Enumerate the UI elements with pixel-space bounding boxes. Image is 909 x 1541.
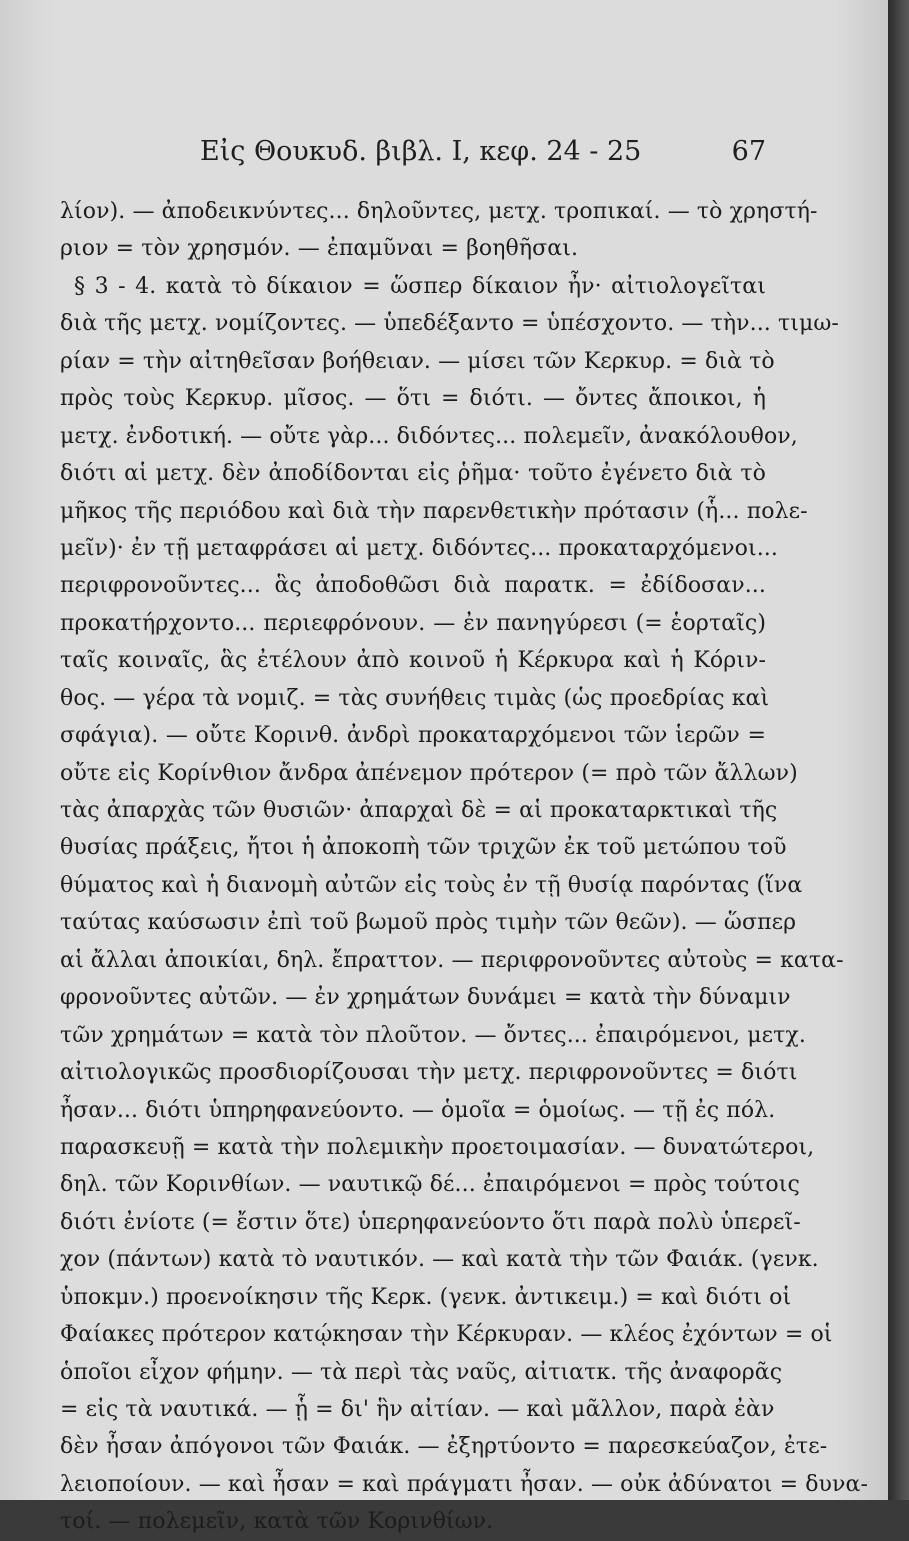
- text-line: ταῖς κοιναῖς, ἃς ἐτέλουν ἀπὸ κοινοῦ ἡ Κέρκυρα καὶ ἡ Κόριν-: [60, 648, 766, 674]
- running-title: Εἰς Θουκυδ. βιβλ. Ι, κεφ. 24 - 25: [200, 136, 642, 167]
- text-line: διότι αἱ μετχ. δὲν ἀποδίδονται εἰς ῥῆμα· τοῦτο ἐγένετο διὰ τὸ: [60, 461, 766, 487]
- text-line: πρὸς τοὺς Κερκυρ. μῖσος. — ὅτι = διότι. — ὄντες ἄποικοι, ἡ: [60, 386, 766, 412]
- text-line: διότι ἐνίοτε (= ἔστιν ὅτε) ὑπερηφανεύοντο ὅτι παρὰ πολὺ ὑπερεῖ-: [60, 1209, 801, 1235]
- text-line: τῶν χρημάτων = κατὰ τὸν πλοῦτον. — ὄντες... ἐπαιρόμενοι, μετχ.: [60, 1022, 806, 1048]
- text-line: μετχ. ἐνδοτική. — οὔτε γὰρ... διδόντες... πολεμεῖν, ἀνακόλουθον,: [60, 423, 798, 449]
- page-edge-shadow: [888, 0, 909, 1500]
- page-header: [60, 136, 766, 176]
- text-line: τοί. — πολεμεῖν, κατὰ τῶν Κορινθίων.: [60, 1509, 494, 1535]
- text-line: περιφρονοῦντες... ἃς ἀποδοθῶσι διὰ παρατκ. = ἐδίδοσαν...: [60, 573, 766, 599]
- text-line: διὰ τῆς μετχ. νομίζοντες. — ὑπεδέξαντο = ὑπέσχοντο. — τὴν... τιμω-: [60, 311, 839, 337]
- text-line: παρασκευῇ = κατὰ τὴν πολεμικὴν προετοιμασίαν. — δυνατώτεροι,: [60, 1134, 815, 1160]
- text-line: μῆκος τῆς περιόδου καὶ διὰ τὴν παρενθετικὴν πρότασιν (ἧ... πολε-: [60, 498, 808, 524]
- text-line: ρίαν = τὴν αἰτηθεῖσαν βοήθειαν. — μίσει τῶν Κερκυρ. = διὰ τὸ: [60, 348, 775, 374]
- text-line: φρονοῦντες αὐτῶν. — ἐν χρημάτων δυνάμει = κατὰ τὴν δύναμιν: [60, 985, 791, 1011]
- text-line: δηλ. τῶν Κορινθίων. — ναυτικῷ δέ... ἐπαιρόμενοι = πρὸς τούτοις: [60, 1172, 800, 1198]
- text-line: αἰτιολογικῶς προσδιορίζουσαι τὴν μετχ. περιφρονοῦντες = διότι: [60, 1060, 798, 1086]
- text-line: προκατήρχοντο... περιεφρόνουν. — ἐν πανηγύρεσι (= ἑορταῖς): [60, 610, 766, 636]
- text-line: λίον). — ἀποδεικνύντες... δηλοῦντες, μετχ. τροπικαί. — τὸ χρηστή-: [60, 199, 818, 224]
- text-line: ταύτας καύσωσιν ἐπὶ τοῦ βωμοῦ πρὸς τιμὴν τῶν θεῶν). — ὥσπερ: [60, 910, 797, 936]
- commentary-text: [60, 193, 868, 1541]
- text-line: ὁποῖοι εἶχον φήμην. — τὰ περὶ τὰς ναῦς, αἰτιατκ. τῆς ἀναφορᾶς: [60, 1359, 783, 1385]
- page-number: 67: [731, 136, 766, 167]
- text-line: λειοποίουν. — καὶ ἦσαν = καὶ πράγματι ἦσαν. — οὐκ ἀδύνατοι = δυνα-: [60, 1471, 868, 1497]
- text-line: ὑποκμν.) προενοίκησιν τῆς Κερκ. (γενκ. ἀντικειμ.) = καὶ διότι οἱ: [60, 1284, 792, 1310]
- text-line: χον (πάντων) κατὰ τὸ ναυτικόν. — καὶ κατὰ τὴν τῶν Φαιάκ. (γενκ.: [60, 1247, 819, 1273]
- text-line: μεῖν)· ἐν τῇ μεταφράσει αἱ μετχ. διδόντες... προκαταρχόμενοι...: [60, 535, 778, 561]
- text-line: τὰς ἀπαρχὰς τῶν θυσιῶν· ἀπαρχαὶ δὲ = αἱ προκαταρκτικαὶ τῆς: [60, 798, 778, 823]
- text-line: δὲν ἦσαν ἀπόγονοι τῶν Φαιάκ. — ἐξηρτύοντο = παρεσκεύαζον, ἐτε-: [60, 1434, 828, 1460]
- text-line: σφάγια). — οὔτε Κορινθ. ἀνδρὶ προκαταρχόμενοι τῶν ἱερῶν =: [60, 723, 766, 749]
- text-line: αἱ ἄλλαι ἀποικίαι, δηλ. ἔπραττον. — περιφρονοῦντες αὐτοὺς = κατα-: [60, 947, 844, 973]
- text-line: θυσίας πράξεις, ἤτοι ἡ ἀποκοπὴ τῶν τριχῶν ἐκ τοῦ μετώπου τοῦ: [60, 835, 787, 861]
- text-line: Φαίακες πρότερον κατῴκησαν τὴν Κέρκυραν. — κλέος ἐχόντων = οἱ: [60, 1322, 833, 1348]
- text-line: = εἰς τὰ ναυτικά. — ᾗ = δι' ἣν αἰτίαν. — καὶ μᾶλλον, παρὰ ἐὰν: [60, 1397, 775, 1422]
- text-line: § 3 - 4. κατὰ τὸ δίκαιον = ὥσπερ δίκαιον ἦν· αἰτιολογεῖται: [74, 273, 766, 299]
- text-line: οὔτε εἰς Κορίνθιον ἄνδρα ἀπένεμον πρότερον (= πρὸ τῶν ἄλλων): [60, 760, 798, 786]
- text-line: θύματος καὶ ἡ διανομὴ αὐτῶν εἰς τοὺς ἐν τῇ θυσίᾳ παρόντας (ἵνα: [60, 872, 803, 898]
- text-line: θος. — γέρα τὰ νομιζ. = τὰς συνήθεις τιμὰς (ὡς προεδρίας καὶ: [60, 685, 770, 711]
- text-line: ἦσαν... διότι ὑπηρηφανεύοντο. — ὁμοῖα = ὁμοίως. — τῇ ἐς πόλ.: [60, 1097, 776, 1123]
- text-line: ριον = τὸν χρησμόν. — ἐπαμῦναι = βοηθῆσαι.: [60, 236, 579, 262]
